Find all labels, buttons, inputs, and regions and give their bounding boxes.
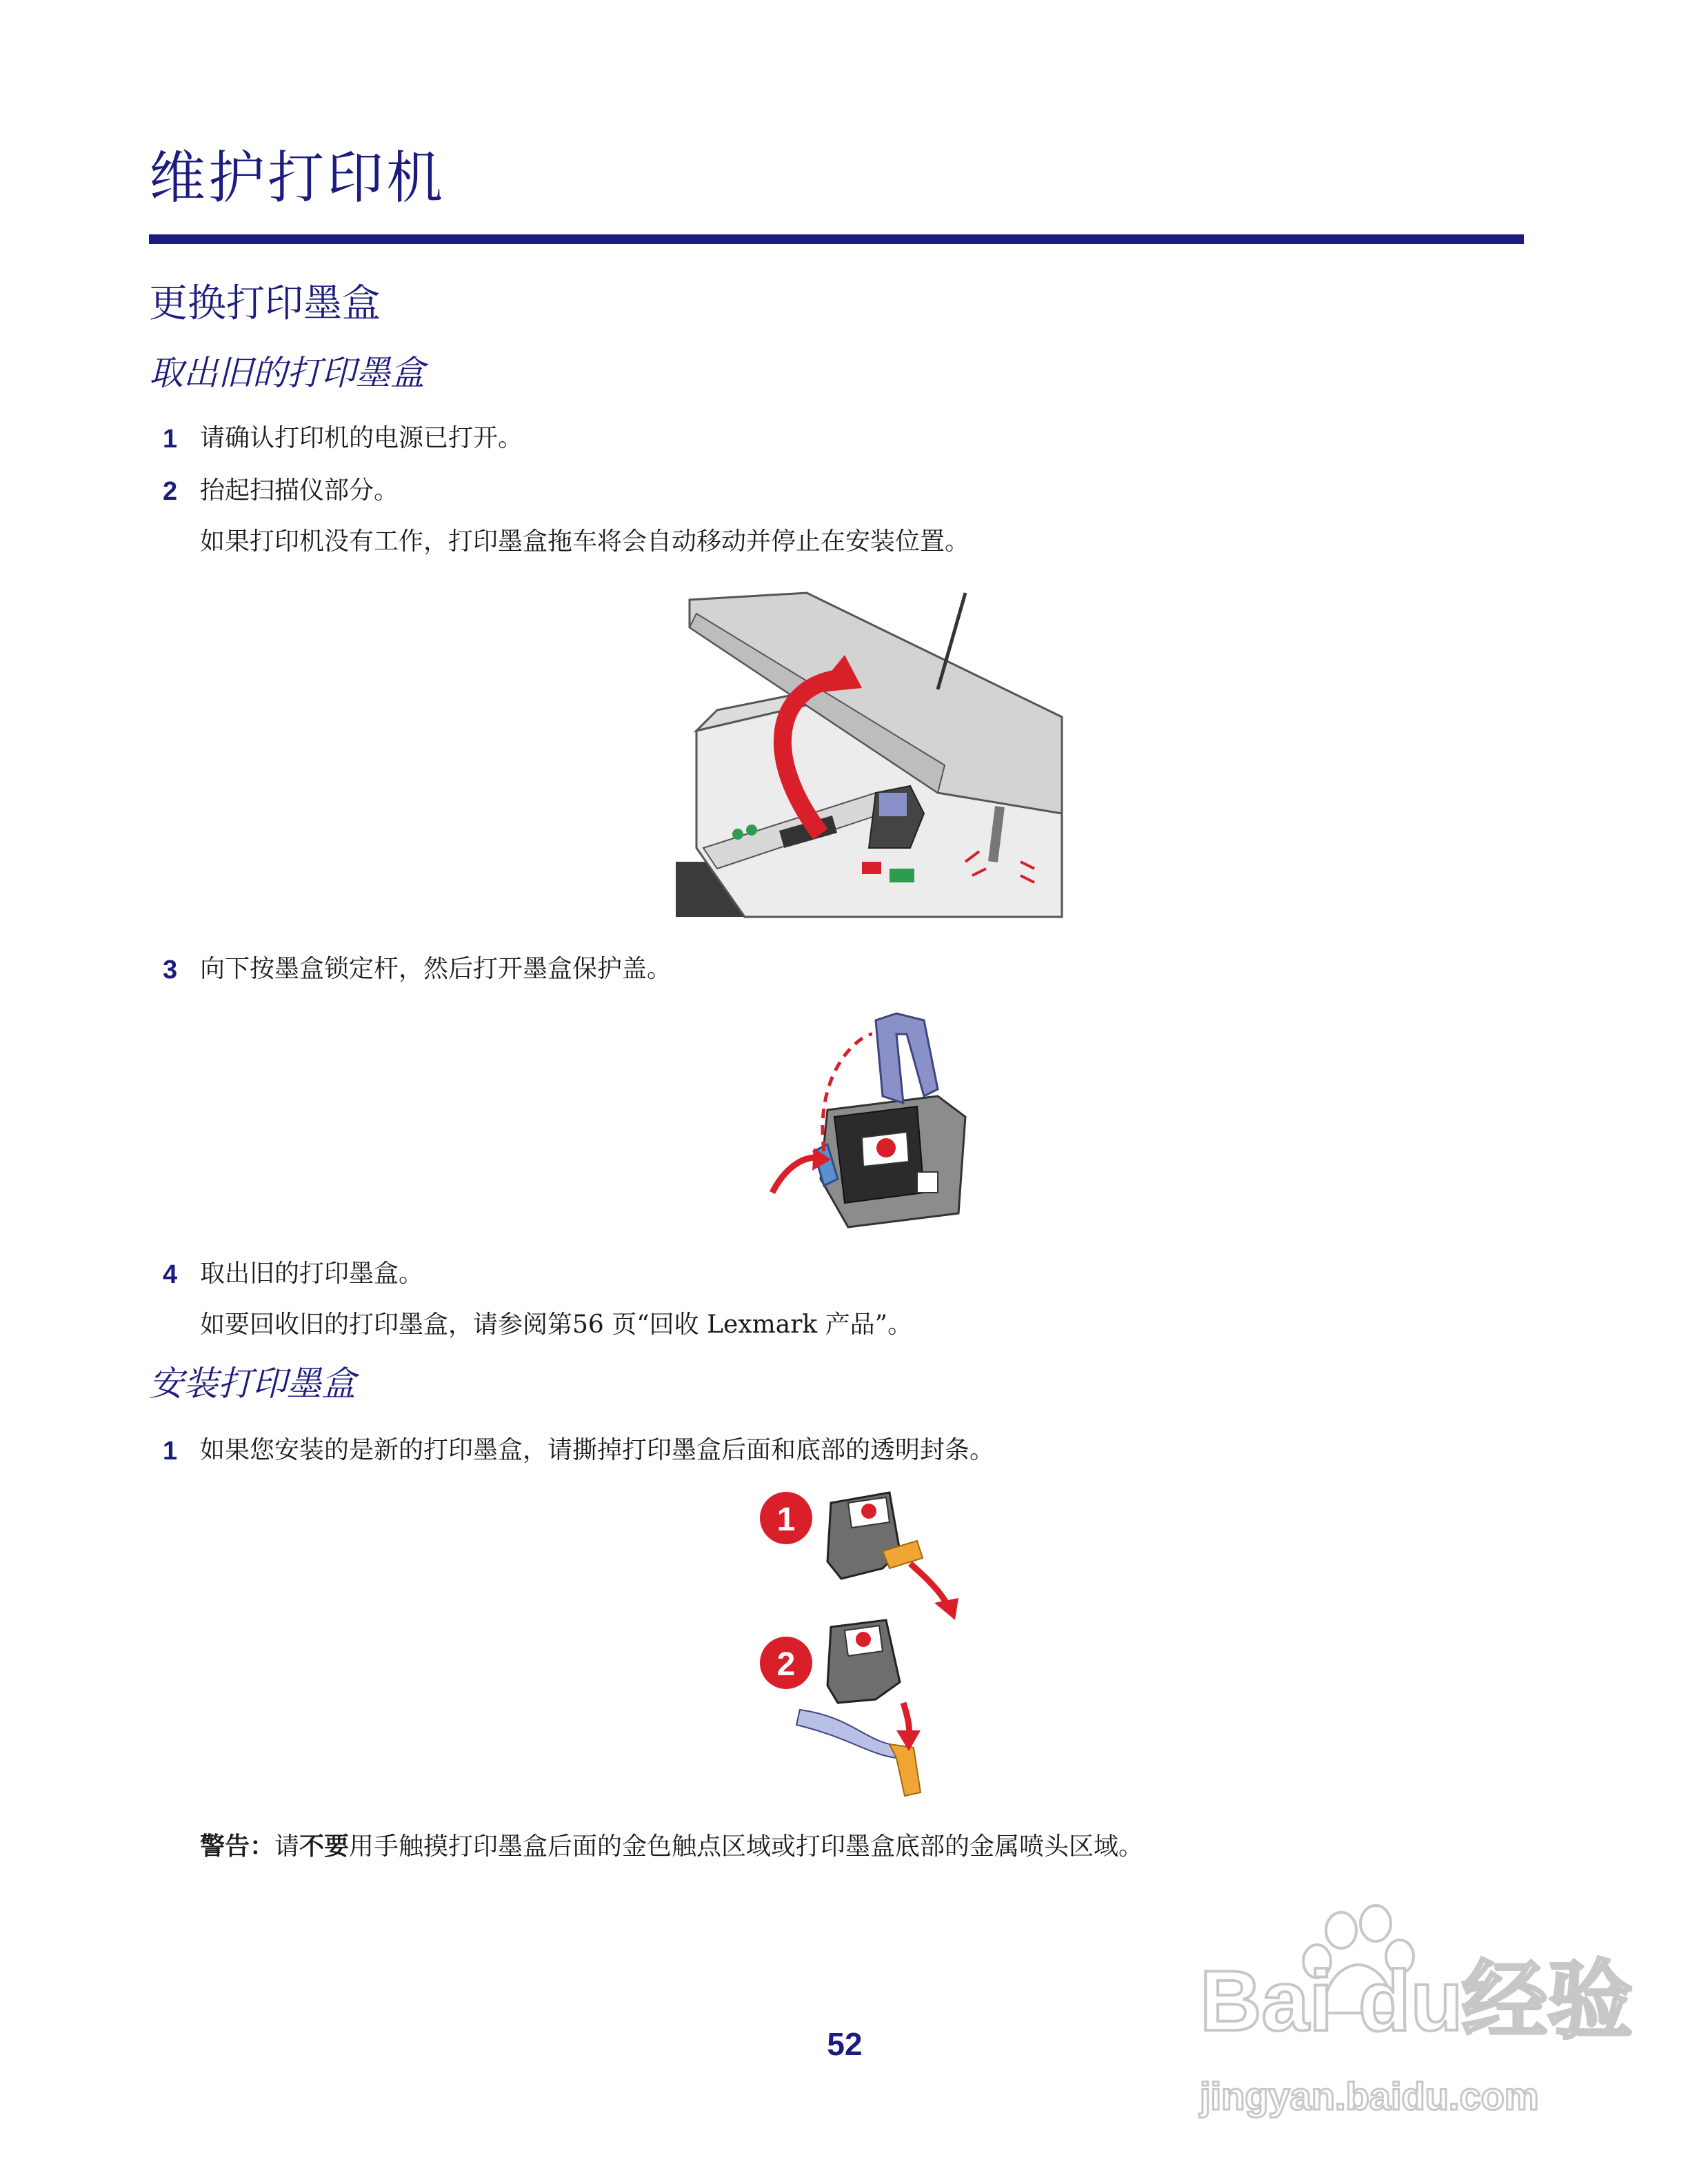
step-text: 取出旧的打印墨盒。 bbox=[200, 1260, 424, 1288]
callout-label: 2 bbox=[776, 1646, 796, 1683]
step-note: 如要回收旧的打印墨盒，请参阅第56 页“回收 Lexmark 产品”。 bbox=[200, 1311, 913, 1339]
watermark-du: du bbox=[1358, 1954, 1463, 2049]
step-text: 请确认打印机的电源已打开。 bbox=[200, 424, 523, 452]
warning-label: 警告： bbox=[200, 1832, 275, 1861]
section-title: 更换打印墨盒 bbox=[149, 281, 381, 326]
page-number: 52 bbox=[827, 2026, 863, 2062]
remove-heading: 取出旧的打印墨盒 bbox=[149, 353, 425, 393]
warning-body: 用手触摸打印墨盒后面的金色触点区域或打印墨盒底部的金属喷头区域。 bbox=[349, 1832, 1144, 1861]
step-number: 2 bbox=[163, 477, 178, 506]
watermark-url: jingyan.baidu.com bbox=[1200, 2074, 1539, 2118]
step-text: 抬起扫描仪部分。 bbox=[200, 476, 399, 505]
step-text: 如果您安装的是新的打印墨盒，请撕掉打印墨盒后面和底部的透明封条。 bbox=[200, 1436, 995, 1464]
step-text: 向下按墨盒锁定杆，然后打开墨盒保护盖。 bbox=[200, 955, 672, 983]
step-number: 3 bbox=[163, 956, 178, 984]
step-number: 1 bbox=[163, 1437, 178, 1466]
install-heading: 安装打印墨盒 bbox=[149, 1364, 356, 1404]
step-number: 1 bbox=[163, 425, 178, 454]
callout-label: 1 bbox=[776, 1502, 796, 1538]
step-number: 4 bbox=[163, 1260, 178, 1289]
warning-emphasis: 不要 bbox=[299, 1832, 350, 1861]
step-note: 如果打印机没有工作，打印墨盒拖车将会自动移动并停止在安装位置。 bbox=[200, 527, 970, 556]
chapter-title: 维护打印机 bbox=[149, 145, 446, 211]
watermark-jingyan: 经验 bbox=[1462, 1954, 1634, 2049]
printer-lift-illustration bbox=[676, 586, 1062, 917]
warning-text bbox=[200, 1834, 1143, 1859]
remove-tape-illustration bbox=[752, 1482, 986, 1806]
cartridge-lever-illustration bbox=[758, 1007, 1007, 1234]
watermark-brand: Bai bbox=[1200, 1954, 1333, 2049]
title-rule bbox=[149, 234, 1524, 244]
baidu-jingyan-watermark bbox=[1186, 1903, 1634, 2137]
warning-prefix: 请 bbox=[274, 1832, 300, 1861]
